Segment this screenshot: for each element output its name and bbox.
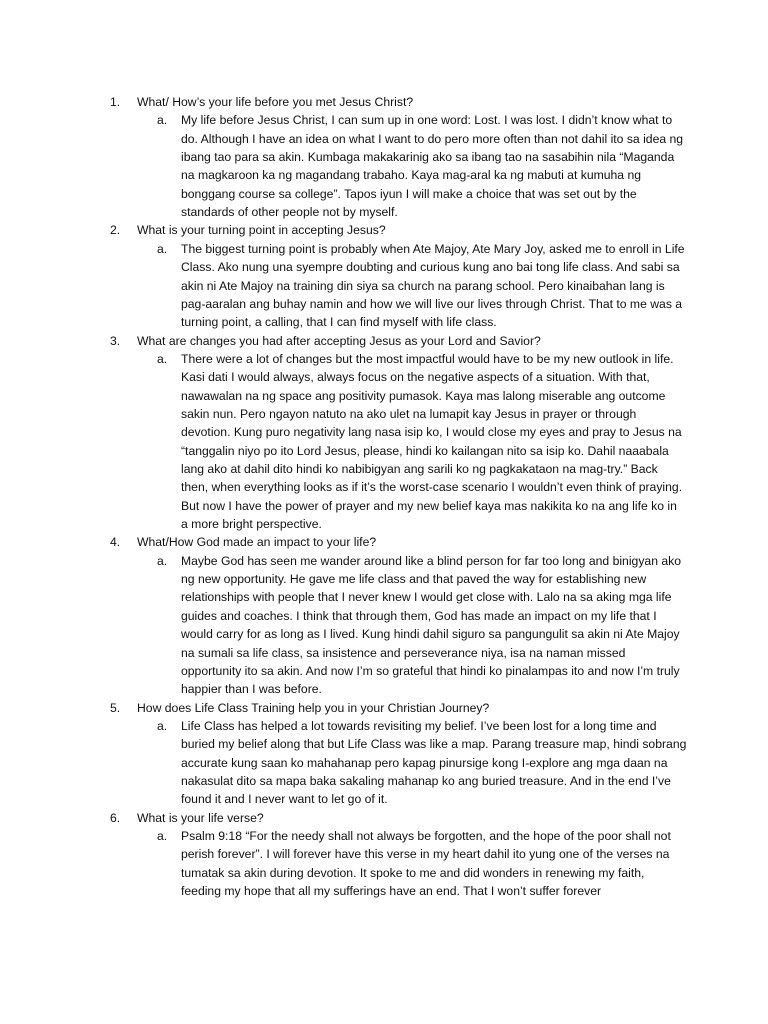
question-number: 1. — [110, 95, 121, 109]
answer-block — [157, 240, 685, 332]
answer-text: The biggest turning point is probably when Ate Majoy, Ate Mary Joy, asked me to enroll in Life Class. Ako nung una syempre doubting and curious kung ano bai tong life class. And sabi sa akin ni Ate Majoy na training din siya sa church na parang school. Pero kinaibahan lang is pag-aaralan ang buhay namin and how we will live our lives through Christ. That to me was a turning point, a calling, that I can find myself with life class. — [181, 241, 685, 330]
list-item — [110, 93, 684, 221]
answer-text: Psalm 9:18 “For the needy shall not always be forgotten, and the hope of the poor shall not perish forever”. I will forever have this verse in my heart dahil ito yung one of the verses na tumatak sa akin during devotion. It spoke to me and did wonders in renewing my faith, feeding my hope that all my sufferings have an end. That I won’t suffer forever — [181, 829, 671, 899]
answer-block — [157, 111, 684, 221]
list-item — [110, 809, 680, 901]
question-line — [110, 332, 680, 350]
list-item — [110, 533, 680, 698]
question-text: What are changes you had after accepting Jesus as your Lord and Savior? — [137, 333, 541, 348]
answer-text: There were a lot of changes but the most impactful would have to be my new outlook in life. Kasi dati I would always, always focus on the negative aspects of a situation. With that, nawawalan na ng space ang positivity pumasok. Kaya mas lalong miserable ang outcome sakin nun. Pero ngayon natuto na ako ulet na lumapit kay Jesus in prayer or through devotion. Kung puro negativity lang nasa isip ko, I would close my eyes and pray to Jesus na “tanggalin niyo po ito Lord Jesus, please, hindi ko kailangan nito sa isip ko. Dahil naaabala lang ako at dahil dito hindi ko nabibigyan ang sarili ko ng pagkakataon na mag-try.” Back then, when everything looks as if it’s the worst-case scenario I wouldn’t even think of praying. But now I have the power of prayer and my new belief kaya mas nakikita ko na ang life ko in a more bright perspective. — [181, 351, 683, 532]
answer-text: Life Class has helped a lot towards revisiting my belief. I’ve been lost for a long time and buried my belief along that but Life Class was like a map. Parang treasure map, hindi sobrang accurate kung saan ko mahahanap pero kapag pinursige kong I-explore ang mga daan na nakasulat dito sa mapa baka sakaling mahanap ko ang buried treasure. And in the end I’ve found it and I never want to let go of it. — [181, 718, 687, 807]
question-line — [110, 699, 680, 717]
question-line — [110, 221, 680, 239]
answer-letter: a. — [157, 351, 168, 366]
question-line — [110, 93, 680, 111]
list-item — [110, 332, 683, 534]
question-number: 3. — [110, 333, 121, 348]
answer-text: Maybe God has seen me wander around like a blind person for far too long and binigyan ako ng new opportunity. He gave me life class and that paved the way for establishing new relationships with people that I never knew I would get close with. Lalo na sa aking mga life guides and coaches. I think that through them, God has made an impact on my life that I would carry for as long as I lived. Kung hindi dahil siguro sa pangungulit sa akin ni Ate Majoy na sumali sa life class, sa insistence and perseverance niya, isa na naman missed opportunity ito sa akin. And now I’m so grateful that hindi ko pinalampas ito and now I’m truly happier than I was before. — [181, 553, 682, 697]
answer-text: My life before Jesus Christ, I can sum up in one word: Lost. I was lost. I didn’t know what to do. Although I have an idea on what I want to do pero more often than not dahil ito sa idea ng ibang tao para sa akin. Kumbaga makakarinig ako sa ibang tao na sasabihin nila “Maganda na magkaroon ka ng magandang trabaho. Kaya mag-aral ka ng mabuti at kumuha ng bonggang course sa college”. Tapos iyun I will make a choice that was set out by the standards of other people not by myself. — [181, 113, 684, 220]
list-item — [110, 699, 687, 809]
question-text: How does Life Class Training help you in your Christian Journey? — [137, 700, 490, 715]
question-line — [110, 533, 680, 551]
list-item — [110, 221, 685, 331]
question-number: 5. — [110, 700, 121, 715]
question-number: 2. — [110, 223, 121, 238]
question-text: What is your turning point in accepting Jesus? — [137, 223, 386, 238]
question-text: What is your life verse? — [137, 810, 264, 825]
question-line — [110, 809, 680, 827]
answer-letter: a. — [157, 718, 168, 733]
question-number: 4. — [110, 535, 121, 550]
question-text: What/How God made an impact to your life? — [137, 535, 377, 550]
question-list — [110, 93, 687, 900]
answer-letter: a. — [157, 553, 168, 568]
answer-block — [157, 350, 683, 533]
answer-block — [157, 827, 680, 900]
answer-letter: a. — [157, 241, 168, 256]
answer-block — [157, 717, 687, 809]
question-number: 6. — [110, 810, 121, 825]
answer-letter: a. — [157, 829, 168, 844]
question-text: What/ How’s your life before you met Jesus Christ? — [137, 95, 414, 109]
answer-letter: a. — [157, 113, 168, 128]
answer-block — [157, 552, 680, 699]
